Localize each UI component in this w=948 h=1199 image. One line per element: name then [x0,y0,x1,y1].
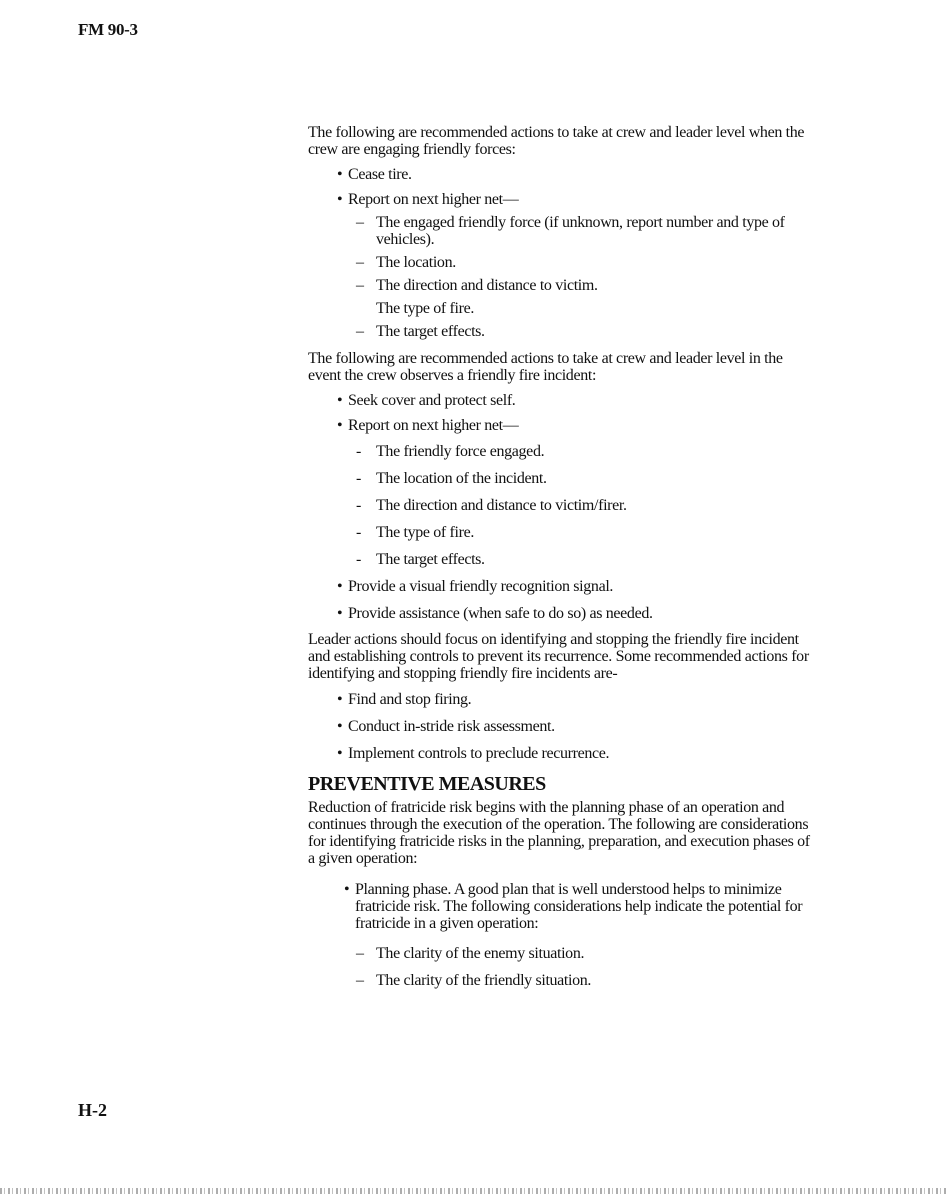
dash-icon: – [356,254,364,271]
dash-icon: – [356,323,364,340]
sub-list-item: - The location of the incident. [356,470,547,487]
hyphen-icon: - [356,443,361,460]
bullet-icon: • [337,191,343,208]
list-item: • Conduct in-stride risk assessment. [337,718,555,735]
bullet-icon: • [337,166,343,183]
list-item: • Find and stop firing. [337,691,472,708]
page-header: FM 90-3 [78,20,138,39]
bullet-icon: • [337,392,343,409]
bullet-icon: • [337,605,343,622]
dash-icon: – [356,972,364,989]
hyphen-icon: - [356,524,361,541]
sub-list-item: – The engaged friendly force (if unknown, report number and type of vehicles). [356,214,785,248]
list-item: • Implement controls to preclude recurrence. [337,745,610,762]
list-item: • Cease tire. [337,166,412,183]
bullet-icon: • [344,881,350,898]
sub-list-item: – The clarity of the enemy situation. [356,945,585,962]
dash-icon: – [356,277,364,294]
dash-icon: – [356,945,364,962]
list-item: • Provide assistance (when safe to do so) as needed. [337,605,653,622]
document-body [308,124,818,989]
hyphen-icon: - [356,497,361,514]
list-item: • Report on next higher net— [337,417,519,434]
sub-list-item: – The target effects. [356,323,485,340]
bullet-icon: • [337,718,343,735]
bullet-icon: • [337,691,343,708]
list-item: • Report on next higher net— [337,191,519,208]
sub-list-item: – The location. [356,254,456,271]
page-number: H-2 [78,1100,107,1120]
list-item: • Planning phase. A good plan that is well understood helps to minimize fratricide risk. The following considerations help indicate the potential for fratricide in a given operation: [344,881,803,932]
paragraph: The following are recommended actions to take at crew and leader level in the event the crew observes a friendly fire incident: [308,350,783,384]
bullet-icon: • [337,745,343,762]
paragraph: Reduction of fratricide risk begins with the planning phase of an operation and continues through the execution of the operation. The following are considerations for identifying fratricide risks in the planning, preparation, and execution phases of a given operation: [308,799,810,867]
sub-list-item: - The friendly force engaged. [356,443,545,460]
bullet-icon: • [337,578,343,595]
dash-icon: – [356,214,364,231]
sub-list-item: The type of fire. [376,300,475,317]
list-item: • Provide a visual friendly recognition signal. [337,578,614,595]
sub-list-item: – The clarity of the friendly situation. [356,972,592,989]
hyphen-icon: - [356,551,361,568]
sub-list-item: - The target effects. [356,551,485,568]
sub-list-item: - The direction and distance to victim/firer. [356,497,627,514]
bullet-icon: • [337,417,343,434]
scan-artifact [0,1188,948,1194]
section-heading: PREVENTIVE MEASURES [308,773,546,795]
sub-list-item: - The type of fire. [356,524,475,541]
hyphen-icon: - [356,470,361,487]
list-item: • Seek cover and protect self. [337,392,516,409]
paragraph: Leader actions should focus on identifying and stopping the friendly fire incident and establishing controls to prevent its recurrence. Some recommended actions for identifying and stopping friendly fire incidents are- [308,631,809,682]
paragraph: The following are recommended actions to take at crew and leader level when the crew are engaging friendly forces: [308,124,805,158]
sub-list-item: – The direction and distance to victim. [356,277,598,294]
